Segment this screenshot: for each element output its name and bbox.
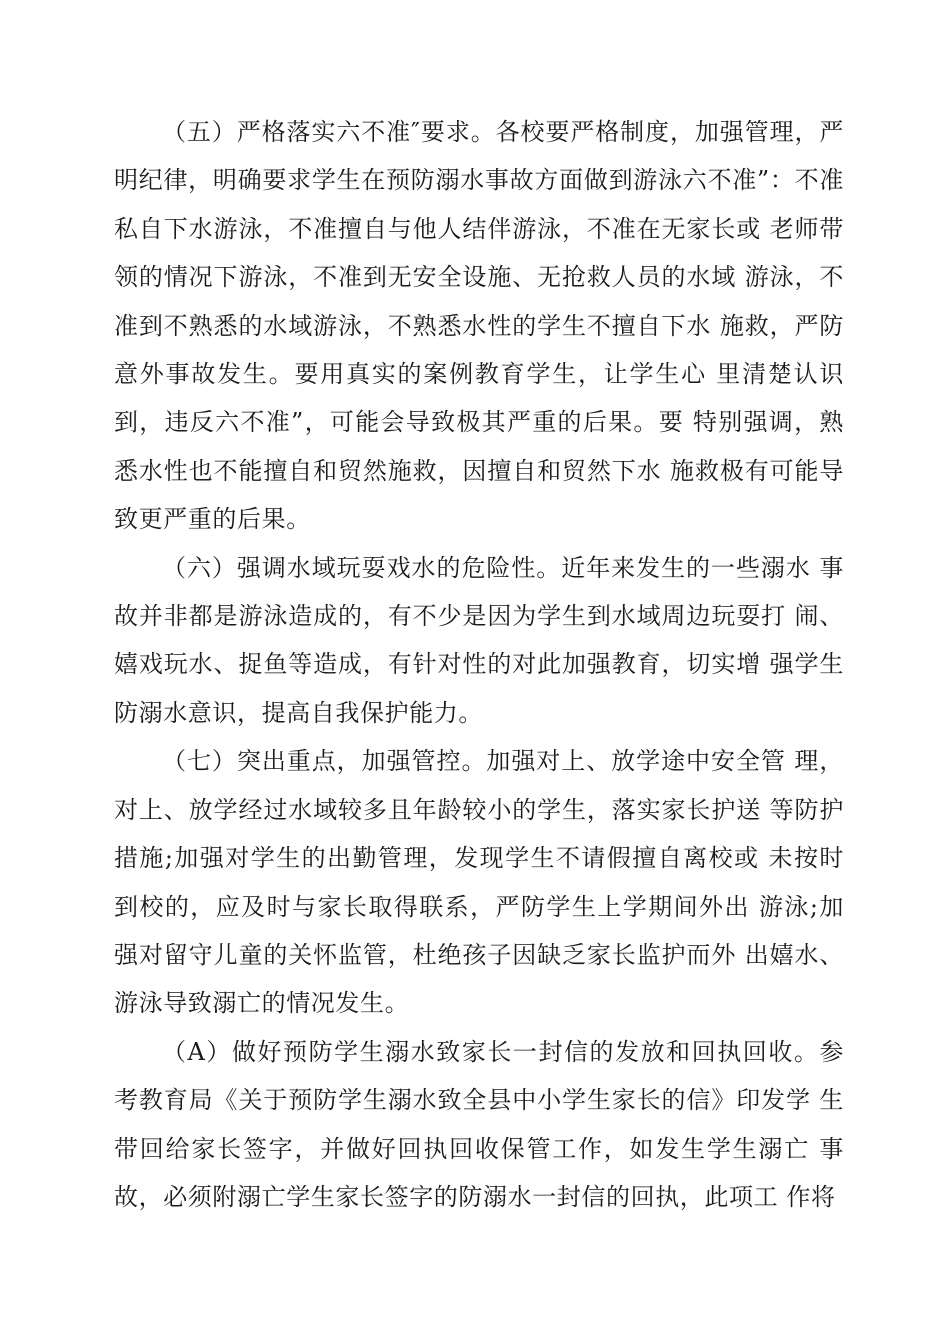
document-body	[114, 108, 844, 1221]
paragraph-five: （五）严格落实六不准″要求。各校要严格制度，加强管理，严明纪律，明确要求学生在预防溺水事故方面做到游泳六不准”：不准私自下水游泳，不准擅自与他人结伴游泳，不准在无家长或 老师带领的情况下游泳，不准到无安全设施、无抢救人员的水域 游泳，不准到不熟悉的水域游泳，不熟悉水性的学生不擅自下水 施救，严防意外事故发生。要用真实的案例教育学生，让学生心 里清楚认识到，违反六不准”，可能会导致极其严重的后果。要 特别强调，熟悉水性也不能擅自和贸然施救，因擅自和贸然下水 施救极有可能导致更严重的后果。	[114, 118, 844, 534]
paragraph-seven: （七）突出重点，加强管控。加强对上、放学途中安全管 理，对上、放学经过水域较多且年龄较小的学生，落实家长护送 等防护措施;加强对学生的出勤管理，发现学生不请假擅自离校或 未按时到校的，应及时与家长取得联系，严防学生上学期间外出 游泳;加强对留守儿童的关怀监管，杜绝孩子因缺乏家长监护而外 出嬉水、游泳导致溺亡的情况发生。	[114, 747, 844, 1018]
paragraph-eight: （A）做好预防学生溺水致家长一封信的发放和回执回收。参考教育局《关于预防学生溺水致全县中小学生家长的信》印发学 生带回给家长签字，并做好回执回收保管工作，如发生学生溺亡 事故，必须附溺亡学生家长签字的防溺水一封信的回执，此项工 作将	[114, 1037, 844, 1211]
paragraph-six: （六）强调水域玩耍戏水的危险性。近年来发生的一些溺水 事故并非都是游泳造成的，有不少是因为学生到水域周边玩耍打 闹、嬉戏玩水、捉鱼等造成，有针对性的对此加强教育，切实增 强学生防溺水意识，提高自我保护能力。	[114, 553, 844, 727]
